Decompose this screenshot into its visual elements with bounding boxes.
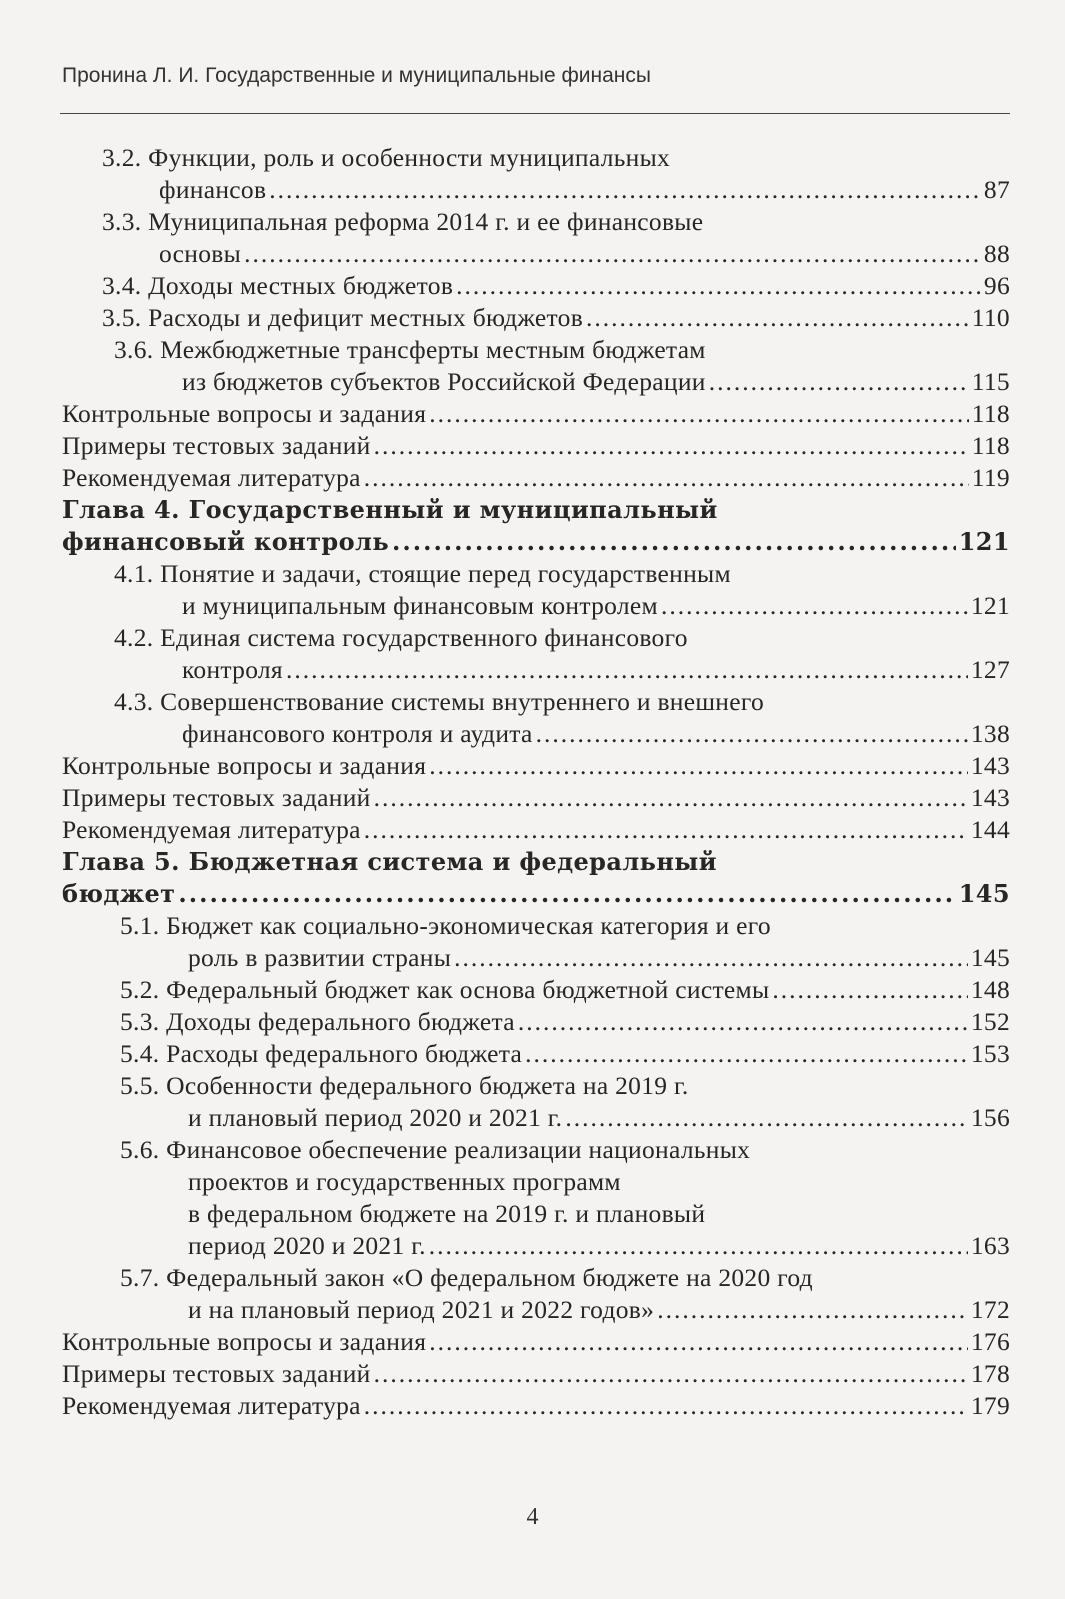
toc-page-number: 179 [970,1391,1010,1420]
toc-entry-title-cont: в федеральном бюджете на 2019 г. и плановый [188,1199,706,1228]
toc-entry-title: 4.3. Совершенствование системы внутреннего и внешнего [114,687,765,716]
leader-dots [429,1230,968,1262]
toc-page-number: 176 [970,1327,1010,1356]
toc-entry-title: 3.2. Функции, роль и особенности муниципальных [102,143,671,172]
leader-dots [709,366,969,398]
toc-entry-tests [62,430,1010,462]
toc-entry-title: 5.7. Федеральный закон «О федеральном бюджете на 2020 год [120,1263,813,1292]
toc-page-number: 178 [970,1359,1010,1388]
leader-dots [565,1102,967,1134]
leader-dots [661,590,968,622]
toc-page-number: 115 [971,367,1010,396]
toc-entry-3-2 [62,142,1010,206]
leader-dots [364,814,968,846]
toc-entry-title: 5.6. Финансовое обеспечение реализации национальных [120,1135,751,1164]
toc-chapter-title-cont: финансовый контроль [62,527,390,556]
toc-entry-title-cont: контроля [182,655,283,684]
toc-chapter-title-cont: бюджет [62,879,176,908]
toc-entry-tests [62,1358,1010,1390]
leader-dots [657,1294,968,1326]
toc-entry-5-6 [62,1134,1010,1262]
toc-page-number: 156 [970,1103,1010,1132]
toc-entry-title: Примеры тестовых заданий [62,783,371,812]
toc-entry-questions [62,1326,1010,1358]
toc-entry-title: Примеры тестовых заданий [62,1359,371,1388]
leader-dots [374,1358,968,1390]
toc-entry-3-6 [62,334,1010,398]
toc-entry-title: Рекомендуемая литература [62,463,361,492]
toc-page-number: 145 [970,943,1010,972]
running-title: Пронина Л. И. Государственные и муниципальные финансы [62,64,651,87]
toc-entry-title: 5.4. Расходы федерального бюджета [120,1039,523,1068]
toc-entry-literature [62,462,1010,494]
toc-entry-title-cont: проектов и государственных программ [188,1167,621,1196]
toc-entry-title-cont: и на плановый период 2021 и 2022 годов» [188,1295,655,1324]
toc-entry-5-1 [62,910,1010,974]
toc-entry-5-4 [62,1038,1010,1070]
toc-page-number: 96 [983,271,1010,300]
leader-dots [244,238,981,270]
toc-page-number: 145 [958,879,1010,908]
toc-chapter-4 [62,494,1010,558]
toc-page-number: 172 [970,1295,1010,1324]
leader-dots [269,174,981,206]
toc-page-number: 148 [970,975,1010,1004]
leader-dots [178,878,955,910]
leader-dots [374,782,968,814]
toc-page-number: 118 [971,431,1010,460]
toc-entry-title: 5.2. Федеральный бюджет как основа бюджетной системы [120,975,770,1004]
toc-entry-title: 5.5. Особенности федерального бюджета на 2019 г. [120,1071,689,1100]
toc-entry-questions [62,398,1010,430]
toc-entry-title-cont: период 2020 и 2021 г. [188,1231,426,1260]
toc-entry-title: Контрольные вопросы и задания [62,1327,427,1356]
header-rule [60,113,1010,114]
toc-entry-title: 5.1. Бюджет как социально-экономическая категория и его [120,911,771,940]
toc-page-number: 144 [970,815,1010,844]
toc-entry-title-cont: финансового контроля и аудита [182,719,533,748]
toc-entry-title-cont: основы [159,239,242,268]
toc-page-number: 163 [970,1231,1010,1260]
leader-dots [586,302,969,334]
leader-dots [536,718,968,750]
toc-page-number: 119 [971,463,1010,492]
toc-page-number: 127 [970,655,1010,684]
toc-entry-4-1 [62,558,1010,622]
toc-page-number: 153 [970,1039,1010,1068]
toc-page-number: 143 [970,783,1010,812]
toc-page-number: 152 [970,1007,1010,1036]
leader-dots [364,462,969,494]
leader-dots [454,942,968,974]
toc-entry-title: 3.6. Межбюджетные трансферты местным бюджетам [114,335,706,364]
toc-entry-title: 3.4. Доходы местных бюджетов [102,271,454,300]
toc-entry-4-2 [62,622,1010,686]
leader-dots [374,430,969,462]
leader-dots [525,1038,968,1070]
toc-entry-3-3 [62,206,1010,270]
leader-dots [429,398,969,430]
toc-page-number: 121 [970,591,1010,620]
toc-chapter-title: Глава 5. Бюджетная система и федеральный [62,847,717,876]
toc-entry-title: Контрольные вопросы и задания [62,751,427,780]
leader-dots [286,654,968,686]
toc-entry-literature [62,814,1010,846]
toc-entry-questions [62,750,1010,782]
toc-page-number: 110 [971,303,1010,332]
toc-entry-tests [62,782,1010,814]
table-of-contents [62,142,1010,1422]
toc-entry-3-4 [62,270,1010,302]
toc-entry-4-3 [62,686,1010,750]
toc-entry-title: 5.3. Доходы федерального бюджета [120,1007,515,1036]
toc-entry-title-cont: роль в развитии страны [188,943,452,972]
toc-page-number: 143 [970,751,1010,780]
toc-page-number: 121 [958,527,1010,556]
toc-entry-3-5 [62,302,1010,334]
toc-entry-title: 4.1. Понятие и задачи, стоящие перед государственным [114,559,731,588]
leader-dots [772,974,967,1006]
toc-entry-title: 3.5. Расходы и дефицит местных бюджетов [102,303,584,332]
page-number: 4 [526,1504,539,1530]
leader-dots [456,270,981,302]
toc-chapter-5 [62,846,1010,910]
leader-dots [518,1006,968,1038]
toc-entry-5-7 [62,1262,1010,1326]
leader-dots [364,1390,968,1422]
toc-entry-title: 4.2. Единая система государственного финансового [114,623,688,652]
toc-entry-title: Рекомендуемая литература [62,1391,361,1420]
toc-chapter-title: Глава 4. Государственный и муниципальный [62,495,718,524]
toc-page-number: 87 [983,175,1010,204]
toc-entry-title: Примеры тестовых заданий [62,431,371,460]
leader-dots [392,526,956,558]
leader-dots [429,750,968,782]
toc-entry-literature [62,1390,1010,1422]
toc-entry-title: Контрольные вопросы и задания [62,399,427,428]
toc-entry-title-cont: и муниципальным финансовым контролем [182,591,658,620]
toc-entry-5-5 [62,1070,1010,1134]
toc-page-number: 118 [971,399,1010,428]
toc-page-number: 138 [970,719,1010,748]
toc-entry-5-3 [62,1006,1010,1038]
leader-dots [429,1326,968,1358]
toc-entry-title-cont: из бюджетов субъектов Российской Федерации [182,367,706,396]
toc-page-number: 88 [983,239,1010,268]
toc-entry-title: Рекомендуемая литература [62,815,361,844]
toc-entry-5-2 [62,974,1010,1006]
toc-entry-title: 3.3. Муниципальная реформа 2014 г. и ее финансовые [102,207,704,236]
toc-entry-title-cont: и плановый период 2020 и 2021 г. [188,1103,563,1132]
toc-entry-title-cont: финансов [159,175,267,204]
